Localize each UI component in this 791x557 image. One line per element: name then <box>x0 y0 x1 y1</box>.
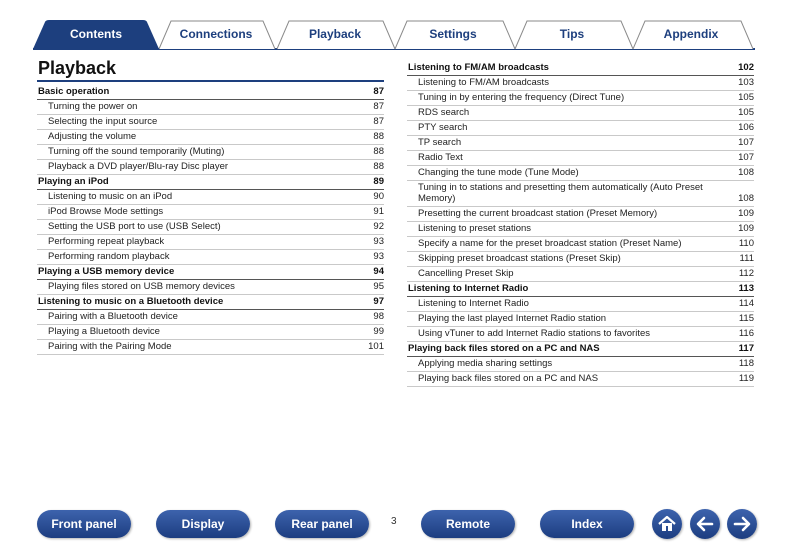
toc-entry-title: TP search <box>418 137 462 148</box>
tab-connections[interactable] <box>159 19 277 50</box>
page-number: 3 <box>391 516 397 527</box>
toc-entry[interactable] <box>407 181 754 207</box>
toc-entry[interactable] <box>37 325 384 340</box>
toc-entry-title: Listening to Internet Radio <box>418 298 529 309</box>
remote-button[interactable]: Remote <box>421 510 515 538</box>
toc-entry[interactable] <box>407 372 754 387</box>
toc-entry[interactable] <box>407 151 754 166</box>
tab-label: Settings <box>429 27 477 41</box>
toc-entry-title: RDS search <box>418 107 470 118</box>
toc-entry-title: Performing repeat playback <box>48 236 165 247</box>
toc-entry-title: Tuning in by entering the frequency (Direct Tune) <box>418 92 625 103</box>
toc-right-column <box>407 61 754 387</box>
toc-entry[interactable] <box>407 222 754 237</box>
toc-entry-page: 103 <box>738 77 754 88</box>
toc-entry-page: 101 <box>368 341 384 352</box>
toc-section-heading[interactable] <box>37 85 384 100</box>
toc-entry[interactable] <box>37 115 384 130</box>
toc-entry[interactable] <box>37 145 384 160</box>
toc-entry-title: Using vTuner to add Internet Radio stations to favorites <box>418 328 650 339</box>
toc-entry-page: 109 <box>738 208 754 219</box>
toc-entry-page: 112 <box>738 268 754 279</box>
toc-entry-page: 115 <box>738 313 754 324</box>
toc-entry-title: iPod Browse Mode settings <box>48 206 164 217</box>
toc-entry-page: 108 <box>738 193 754 204</box>
toc-entry-title: Presetting the current broadcast station (Preset Memory) <box>418 208 658 219</box>
tab-appendix[interactable] <box>633 19 753 50</box>
toc-entry[interactable] <box>407 91 754 106</box>
toc-entry-title: Listening to FM/AM broadcasts <box>408 62 549 73</box>
toc-entry-title: Setting the USB port to use (USB Select) <box>48 221 221 232</box>
toc-section-heading[interactable] <box>37 295 384 310</box>
tab-tips[interactable] <box>515 19 633 50</box>
toc-entry-title: Pairing with a Bluetooth device <box>48 311 178 322</box>
toc-entry-title: Listening to Internet Radio <box>408 283 529 294</box>
toc-entry[interactable] <box>37 310 384 325</box>
tab-label: Playback <box>308 27 362 41</box>
toc-entry[interactable] <box>37 190 384 205</box>
home-icon <box>657 514 677 534</box>
toc-entry-page: 108 <box>738 167 754 178</box>
tab-bar <box>33 19 755 50</box>
toc-entry[interactable] <box>37 160 384 175</box>
page-title: Playback <box>38 58 117 78</box>
toc-entry-page: 87 <box>373 116 384 127</box>
tab-label: Appendix <box>663 27 719 41</box>
toc-entry-title: PTY search <box>418 122 468 133</box>
tab-label: Connections <box>179 27 253 41</box>
toc-entry-page: 88 <box>373 161 384 172</box>
toc-entry-page: 105 <box>738 107 754 118</box>
toc-entry-title: Listening to preset stations <box>418 223 532 234</box>
toc-left-column <box>37 85 384 355</box>
toc-entry-title: Skipping preset broadcast stations (Preset Skip) <box>418 253 621 264</box>
toc-entry-page: 89 <box>373 176 384 187</box>
toc-entry-title: Playing the last played Internet Radio station <box>418 313 607 324</box>
rear-panel-button[interactable]: Rear panel <box>275 510 369 538</box>
arrow-left-icon <box>695 514 715 534</box>
tab-playback[interactable] <box>277 19 395 50</box>
toc-entry-page: 87 <box>373 101 384 112</box>
home-button[interactable] <box>652 509 682 539</box>
toc-entry-page: 119 <box>738 373 754 384</box>
toc-entry-page: 93 <box>373 236 384 247</box>
toc-entry[interactable] <box>37 280 384 295</box>
toc-entry-title: Playing files stored on USB memory devices <box>48 281 235 292</box>
toc-entry[interactable] <box>407 297 754 312</box>
toc-entry-title: Specify a name for the preset broadcast station (Preset Name) <box>418 238 682 249</box>
index-button[interactable]: Index <box>540 510 634 538</box>
toc-entry[interactable] <box>407 136 754 151</box>
toc-entry-page: 111 <box>739 253 754 264</box>
toc-entry-page: 88 <box>373 131 384 142</box>
toc-entry-title: Changing the tune mode (Tune Mode) <box>418 167 579 178</box>
toc-entry-page: 117 <box>738 343 754 354</box>
toc-entry-page: 102 <box>738 62 754 73</box>
toc-entry-page: 87 <box>373 86 384 97</box>
title-divider <box>37 80 384 82</box>
toc-entry-title: Listening to music on an iPod <box>48 191 173 202</box>
back-button[interactable] <box>690 509 720 539</box>
toc-entry-page: 99 <box>373 326 384 337</box>
toc-entry[interactable] <box>407 237 754 252</box>
toc-entry[interactable] <box>37 220 384 235</box>
toc-entry[interactable] <box>407 106 754 121</box>
toc-entry-page: 110 <box>738 238 754 249</box>
toc-entry-page: 97 <box>373 296 384 307</box>
toc-entry-page: 116 <box>738 328 754 339</box>
toc-entry[interactable] <box>407 121 754 136</box>
display-button[interactable]: Display <box>156 510 250 538</box>
toc-entry-page: 105 <box>738 92 754 103</box>
toc-entry[interactable] <box>37 340 384 355</box>
toc-entry-title: Applying media sharing settings <box>418 358 553 369</box>
toc-entry-title: Listening to music on a Bluetooth device <box>38 296 224 307</box>
toc-entry-title: Selecting the input source <box>48 116 158 127</box>
toc-entry[interactable] <box>37 130 384 145</box>
toc-entry-page: 98 <box>373 311 384 322</box>
toc-entry-title: Playing back files stored on a PC and NAS <box>418 373 599 384</box>
toc-entry[interactable] <box>407 357 754 372</box>
toc-entry-page: 93 <box>373 251 384 262</box>
toc-entry[interactable] <box>407 327 754 342</box>
toc-section-heading[interactable] <box>407 61 754 76</box>
toc-entry-title: Tuning in to stations and presetting them automatically (Auto Preset Memory) <box>418 182 703 204</box>
toc-entry-title: Playing back files stored on a PC and NAS <box>408 343 600 354</box>
toc-entry[interactable] <box>407 76 754 91</box>
toc-entry-page: 91 <box>373 206 384 217</box>
toc-entry[interactable] <box>37 205 384 220</box>
toc-entry-title: Playing an iPod <box>38 176 109 187</box>
front-panel-button[interactable]: Front panel <box>37 510 131 538</box>
toc-entry-page: 114 <box>738 298 754 309</box>
toc-entry-title: Performing random playback <box>48 251 170 262</box>
toc-entry-page: 113 <box>738 283 754 294</box>
toc-section-heading[interactable] <box>37 175 384 190</box>
toc-entry-page: 90 <box>373 191 384 202</box>
toc-entry-title: Pairing with the Pairing Mode <box>48 341 172 352</box>
tab-contents[interactable] <box>33 19 159 50</box>
toc-entry[interactable] <box>37 235 384 250</box>
toc-entry-page: 107 <box>738 152 754 163</box>
toc-entry-title: Playing a Bluetooth device <box>48 326 160 337</box>
toc-entry-title: Listening to FM/AM broadcasts <box>418 77 549 88</box>
toc-entry-title: Turning the power on <box>48 101 138 112</box>
toc-entry[interactable] <box>407 166 754 181</box>
toc-section-heading[interactable] <box>407 282 754 297</box>
tab-label: Contents <box>70 27 122 41</box>
toc-entry[interactable] <box>407 267 754 282</box>
toc-section-heading[interactable] <box>37 265 384 280</box>
toc-entry-page: 94 <box>373 266 384 277</box>
toc-entry-title: Basic operation <box>38 86 110 97</box>
toc-entry-page: 92 <box>373 221 384 232</box>
toc-section-heading[interactable] <box>407 342 754 357</box>
toc-entry-title: Adjusting the volume <box>48 131 137 142</box>
toc-entry-title: Turning off the sound temporarily (Muting) <box>48 146 225 157</box>
toc-entry-title: Playing a USB memory device <box>38 266 175 277</box>
toc-entry-title: Playback a DVD player/Blu-ray Disc player <box>48 161 229 172</box>
toc-entry-page: 106 <box>738 122 754 133</box>
arrow-right-icon <box>732 514 752 534</box>
toc-entry-title: Cancelling Preset Skip <box>418 268 514 279</box>
toc-entry[interactable] <box>407 207 754 222</box>
tab-settings[interactable] <box>395 19 515 50</box>
toc-entry-page: 118 <box>738 358 754 369</box>
toc-entry[interactable] <box>407 312 754 327</box>
toc-entry-title: Radio Text <box>418 152 463 163</box>
toc-entry-page: 95 <box>373 281 384 292</box>
toc-entry-page: 107 <box>738 137 754 148</box>
tab-label: Tips <box>559 27 585 41</box>
toc-entry[interactable] <box>407 252 754 267</box>
toc-entry-page: 109 <box>738 223 754 234</box>
toc-entry[interactable] <box>37 100 384 115</box>
toc-entry[interactable] <box>37 250 384 265</box>
toc-entry-page: 88 <box>373 146 384 157</box>
forward-button[interactable] <box>727 509 757 539</box>
